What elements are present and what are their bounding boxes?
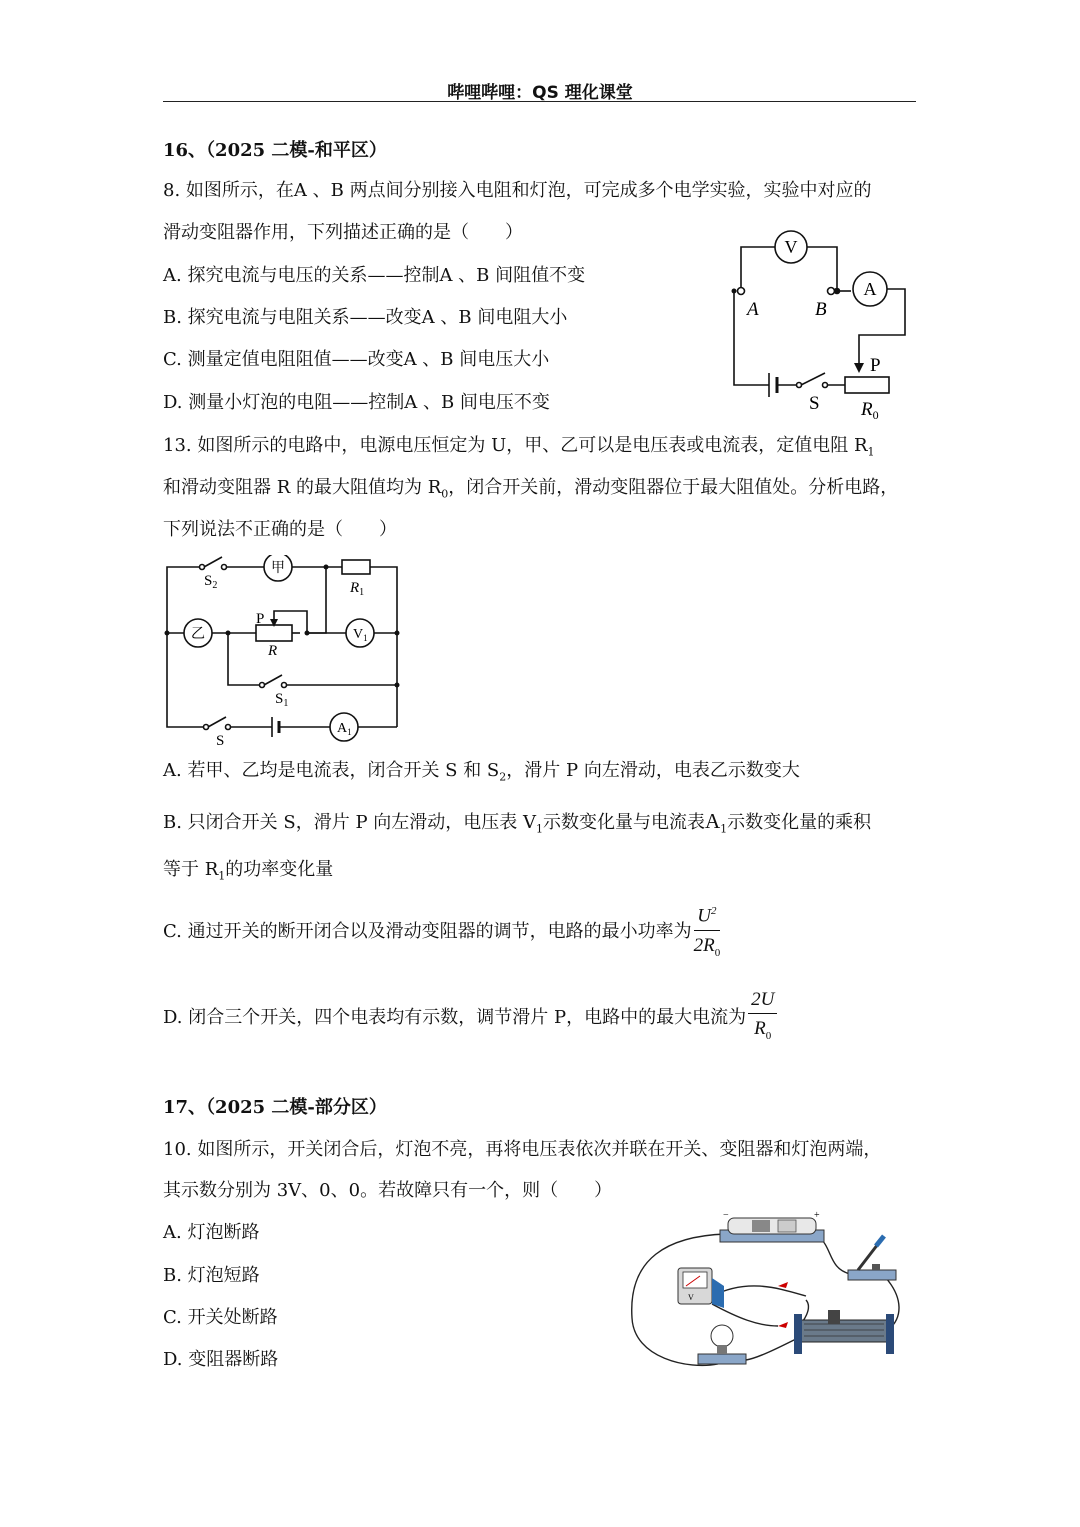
q13-option-a-text: A. 若甲、乙均是电流表，闭合开关 S 和 S — [163, 760, 500, 781]
voltmeter-letter: V — [688, 1293, 694, 1302]
q13-option-b-ammeter-sub: 1 — [720, 822, 728, 836]
q8-ammeter-label: A — [863, 279, 877, 299]
q13-r1-sub: 1 — [359, 587, 365, 598]
q13-option-b-sub: 1 — [536, 822, 543, 836]
q13-s2-sub: 2 — [212, 580, 218, 591]
q13-option-c-num: U — [697, 905, 711, 927]
header-rule — [163, 101, 916, 102]
q13-option-a-tail: ，滑片 P 向左滑动，电表乙示数变大 — [506, 760, 800, 781]
q13-option-c-text: C. 通过开关的断开闭合以及滑动变阻器的调节，电路的最小功率为 — [163, 921, 692, 942]
q8-option-d: D. 测量小灯泡的电阻——控制A 、B 间电压不变 — [163, 392, 550, 413]
q13-s2-label: S — [204, 573, 213, 589]
q13-option-b2-tail: 的功率变化量 — [225, 859, 334, 880]
q13-option-b-tail: 示数变化量的乘积 — [727, 812, 872, 833]
q8-switch-label: S — [809, 393, 820, 414]
q13-p-label: P — [256, 611, 265, 627]
knife-switch — [848, 1236, 896, 1280]
q13-stem-line1-sub: 1 — [867, 445, 875, 459]
q8-option-a: A. 探究电流与电压的关系——控制A 、B 间阻值不变 — [163, 265, 586, 286]
q8-stem-line1: 8. 如图所示，在A 、B 两点间分别接入电阻和灯泡，可完成多个电学实验，实验中对应的 — [163, 180, 872, 201]
q8-point-a-label: A — [747, 299, 759, 320]
q13-option-a — [163, 759, 800, 790]
q13-option-c-fraction — [694, 900, 721, 963]
q13-s-label: S — [216, 733, 225, 749]
q13-option-d-den-sub: 0 — [765, 1029, 772, 1042]
page-header: 哔哩哔哩：QS 理化课堂 — [447, 83, 633, 103]
q13-option-d-fraction — [748, 989, 777, 1047]
svg-text:A1 — [337, 721, 352, 737]
q13-option-a-sub: 2 — [499, 770, 507, 784]
q13-option-d-num: 2U — [748, 989, 777, 1014]
q10-option-a: A. 灯泡断路 — [163, 1222, 260, 1243]
q10-stem-line1: 10. 如图所示，开关闭合后，灯泡不亮，再将电压表依次并联在开关、变阻器和灯泡两端， — [163, 1139, 882, 1160]
q13-s1-sub: 1 — [283, 698, 289, 709]
q13-a1-sub: 1 — [347, 727, 352, 737]
q13-v1-label: V — [353, 627, 364, 642]
voltmeter-device — [678, 1268, 724, 1308]
q8-option-c: C. 测量定值电阻阻值——改变A 、B 间电压大小 — [163, 349, 550, 370]
q10-option-d: D. 变阻器断路 — [163, 1349, 279, 1370]
q13-circuit-figure — [160, 555, 410, 750]
q13-stem-line2-text: 和滑动变阻器 R 的最大阻值均为 R — [163, 477, 442, 498]
q13-stem-line3: 下列说法不正确的是（ ） — [163, 519, 397, 540]
svg-text:V1 — [353, 627, 368, 643]
q13-stem-line2 — [163, 476, 898, 507]
battery-minus: − — [723, 1210, 729, 1221]
svg-text:R1 — [349, 580, 364, 598]
svg-text:R0 — [860, 399, 879, 422]
q13-r-label: R — [268, 643, 278, 659]
q13-jia-label: 甲 — [271, 561, 285, 576]
q13-v1-sub: 1 — [363, 633, 368, 643]
q8-slider-label: P — [870, 355, 881, 376]
q13-option-b2-sub: 1 — [218, 869, 226, 883]
svg-text:S1 — [275, 691, 288, 709]
q8-r0-sub: 0 — [872, 408, 879, 422]
battery-plus: + — [814, 1210, 820, 1221]
q8-circuit-figure — [725, 225, 915, 425]
q13-option-d-text: D. 闭合三个开关，四个电表均有示数，调节滑片 P，电路中的最大电流为 — [163, 1007, 747, 1028]
q13-option-d-den: R — [754, 1018, 766, 1040]
battery-box — [720, 1210, 824, 1242]
q13-stem-line1-text: 13. 如图所示的电路中，电源电压恒定为 U，甲、乙可以是电压表或电流表，定值电阻 R — [163, 435, 868, 456]
q13-yi-label: 乙 — [191, 627, 205, 642]
q13-option-c-den: 2R — [693, 934, 715, 956]
section-16-heading: 16、（2025 二模-和平区） — [163, 140, 387, 161]
section-17-heading: 17、（2025 二模-部分区） — [163, 1097, 387, 1118]
q8-stem-line2: 滑动变阻器作用，下列描述正确的是（ ） — [163, 222, 523, 243]
q13-option-b-ammeter: A — [705, 809, 721, 833]
q13-option-c-num-sup: 2 — [711, 905, 717, 918]
q10-apparatus-figure — [628, 1208, 913, 1378]
q8-r0-label: R — [861, 399, 873, 420]
q10-option-b: B. 灯泡短路 — [163, 1265, 260, 1286]
q13-s1-label: S — [275, 691, 284, 707]
q13-option-c-den-sub: 0 — [714, 946, 721, 959]
q13-option-b-line2 — [163, 858, 333, 889]
q8-point-b-label: B — [815, 299, 827, 320]
q13-option-b-mid: 示数变化量与电流表 — [543, 812, 705, 833]
q10-stem-line2: 其示数分别为 3V、0、0。若故障只有一个，则（ ） — [163, 1180, 613, 1201]
q13-stem-line2-sub: 0 — [441, 487, 449, 501]
q13-option-b-line1 — [163, 809, 871, 842]
q13-option-b-text: B. 只闭合开关 S，滑片 P 向左滑动，电压表 V — [163, 812, 536, 833]
q13-a1-label: A — [337, 721, 348, 736]
q13-option-b2-text: 等于 R — [163, 859, 219, 880]
q8-voltmeter-label: V — [784, 237, 798, 257]
q13-stem-line2-tail: ，闭合开关前，滑动变阻器位于最大阻值处。分析电路， — [448, 477, 899, 498]
q13-option-d — [163, 988, 777, 1048]
rheostat-device — [794, 1310, 894, 1354]
lamp-device — [698, 1325, 746, 1364]
svg-text:S2 — [204, 573, 217, 591]
q13-r1-label: R — [350, 580, 360, 596]
q10-option-c: C. 开关处断路 — [163, 1307, 278, 1328]
q13-option-c — [163, 902, 720, 962]
q13-stem-line1 — [163, 434, 875, 465]
q8-option-b: B. 探究电流与电阻关系——改变A 、B 间电阻大小 — [163, 307, 568, 328]
